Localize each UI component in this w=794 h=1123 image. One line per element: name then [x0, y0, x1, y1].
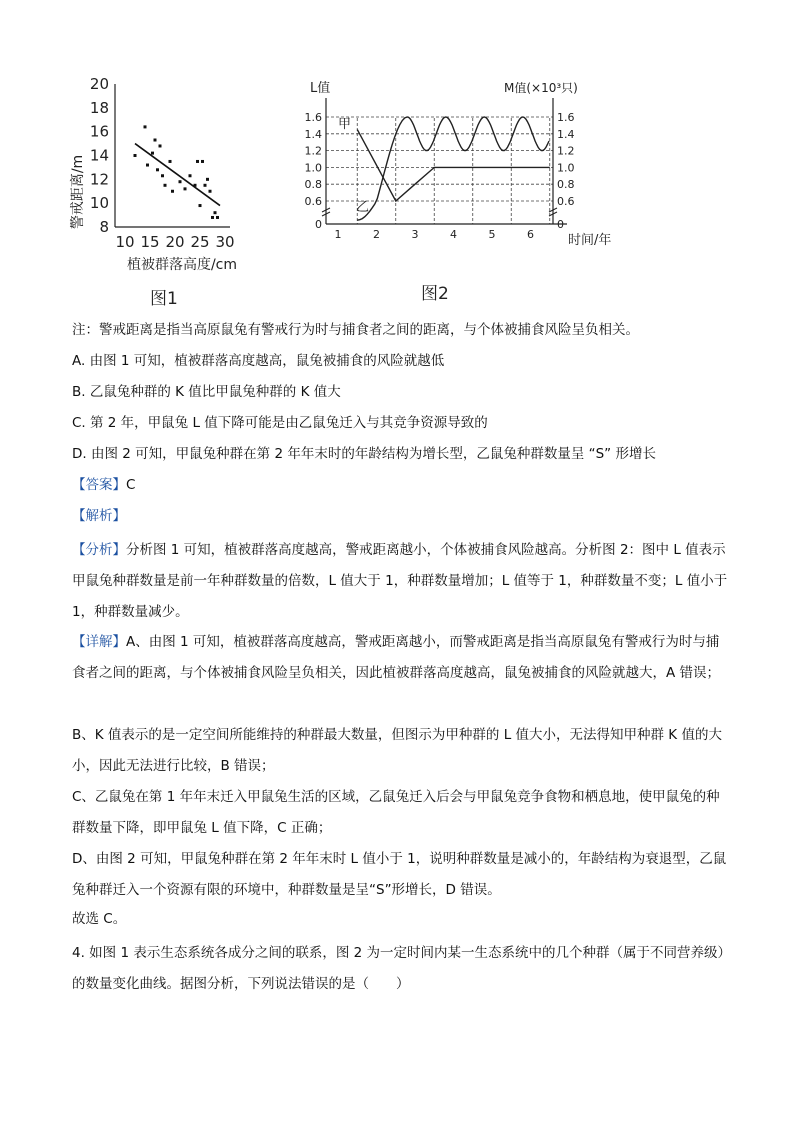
fig1-x-label: 植被群落高度/cm [126, 257, 238, 273]
fenxi-text: 分析图 1 可知，植被群落高度越高，警戒距离越小，个体被捕食风险越高。分析图 2：图中 L 值表示甲鼠兔种群数量是前一年种群数量的倍数，L 值大于 1，种群数量增加；L 值等于 1，种群数量不变；L 值小于 1，种群数量减少。 [72, 542, 728, 620]
fig1-points [134, 125, 220, 219]
fig2-x-tick-1: 2 [373, 228, 380, 241]
fig2-left-tick-3: 1.0 [304, 161, 322, 175]
fig2-x-tick-2: 3 [411, 228, 419, 241]
detail-a-paragraph [72, 627, 732, 689]
fig2-left-tick-5: 1.4 [304, 127, 322, 141]
fig2-right-tick-3: 1.0 [557, 161, 575, 175]
detail-b-paragraph: B、K 值表示的是一定空间所能维持的种群最大数量，但图示为甲种群的 L 值大小，无法得知甲种群 K 值的大小，因此无法进行比较，B 错误； [72, 727, 722, 774]
fig2-series-yi [357, 117, 549, 220]
fig1-point-1 [144, 125, 147, 128]
fig1-axes [115, 84, 230, 227]
fig2-x-label: 时间/年 [568, 233, 612, 248]
fenxi-paragraph [72, 535, 732, 628]
fig1-point-18 [204, 184, 207, 187]
fig2-right-tick-2: 0.8 [557, 178, 575, 192]
fig1-point-5 [156, 168, 159, 171]
fig2-right-tick-4: 1.2 [557, 144, 575, 158]
detail-tag: 【详解】 [72, 634, 126, 650]
fig2-right-y-label: M值(×10³只) [504, 81, 578, 95]
fig2-x-tick-4: 5 [488, 228, 496, 241]
fig1-point-19 [206, 178, 209, 181]
fig1-point-11 [179, 180, 182, 183]
option-a: A. 由图 1 可知，植被群落高度越高，鼠兔被捕食的风险就越低 [72, 353, 445, 369]
note-text: 注：警戒距离是指当高原鼠兔有警戒行为时与捕食者之间的距离，与个体被捕食风险呈负相关。 [72, 322, 639, 338]
option-b: B. 乙鼠兔种群的 K 值比甲鼠兔种群的 K 值大 [72, 384, 341, 400]
fig1-trend [135, 144, 220, 206]
fig2-x-tick-3: 4 [450, 228, 457, 241]
figure-2-line-chart [296, 76, 612, 256]
question-4: 4. 如图 1 表示生态系统各成分之间的联系，图 2 为一定时间内某一生态系统中的几个种群（属于不同营养级）的数量变化曲线。据图分析，下列说法错误的是（ ） [72, 945, 732, 992]
fig2-x-tick-5: 6 [527, 228, 534, 241]
fig1-point-20 [209, 190, 212, 193]
fig1-y-label: 警戒距离/m [70, 154, 86, 230]
fig1-x-tick-2: 20 [165, 233, 185, 251]
fig1-point-15 [196, 160, 199, 163]
fig2-right-tick-6: 1.6 [557, 111, 575, 124]
fig1-y-tick-3: 14 [89, 146, 109, 165]
fig2-series-yi-label: 乙 [356, 200, 370, 215]
figures [0, 0, 794, 310]
fig1-y-ticks [90, 75, 109, 236]
fig1-y-tick-4: 16 [89, 122, 109, 141]
fenxi-tag: 【分析】 [72, 542, 126, 558]
analysis-heading [72, 504, 126, 524]
answer-value: C [126, 477, 136, 493]
fig2-series-jia-label: 甲 [338, 117, 352, 132]
answer-line [72, 473, 135, 493]
fig2-title: 图2 [421, 284, 449, 304]
fig1-x-tick-1: 15 [140, 233, 160, 251]
fig1-y-tick-2: 12 [89, 170, 109, 189]
fig1-point-13 [189, 174, 192, 177]
detail-a-text: A、由图 1 可知，植被群落高度越高，警戒距离越小，而警戒距离是指当高原鼠兔有警戒行为时与捕食者之间的距离，与个体被捕食风险呈负相关，因此植被群落高度越高，鼠兔被捕食的风险就越大，A 错误； [72, 634, 721, 681]
fig2-left-y-label: L值 [310, 81, 331, 96]
fig1-y-tick-6: 20 [89, 75, 109, 93]
fig2-left-tick-4: 1.2 [304, 144, 322, 158]
fig1-trend-line [135, 144, 220, 206]
fig2-right-tick-1: 0.6 [557, 195, 575, 208]
fig1-point-21 [211, 216, 214, 219]
fig1-point-12 [184, 187, 187, 190]
fig1-x-tick-3: 25 [190, 233, 210, 251]
fig2-right-tick-0: 0 [557, 218, 564, 231]
analysis-tag: 【解析】 [72, 508, 126, 524]
fig2-x-tick-0: 1 [334, 228, 342, 241]
detail-c-paragraph: C、乙鼠兔在第 1 年年末迁入甲鼠兔生活的区域，乙鼠兔迁入后会与甲鼠兔竞争食物和栖息地，使甲鼠兔的种群数量下降，即甲鼠兔 L 值下降，C 正确； [72, 789, 720, 836]
fig2-left-tick-2: 0.8 [304, 178, 322, 192]
fig1-point-6 [159, 144, 162, 147]
fig1-x-tick-0: 10 [115, 233, 135, 251]
fig2-left-tick-1: 0.6 [304, 195, 322, 208]
fig1-point-23 [216, 216, 219, 219]
fig1-point-17 [201, 160, 204, 163]
fig2-left-tick-6: 1.6 [304, 111, 322, 124]
fig2-right-tick-5: 1.4 [557, 127, 575, 141]
fig1-x-tick-4: 30 [215, 233, 235, 251]
fig1-point-10 [171, 190, 174, 193]
fig2-left-tick-0: 0 [315, 218, 322, 231]
fig1-point-16 [199, 204, 202, 207]
fig1-y-tick-1: 10 [89, 194, 109, 213]
fig2-x-ticks [335, 228, 535, 241]
fig1-title: 图1 [150, 289, 178, 309]
answer-tag: 【答案】 [72, 477, 126, 493]
fig1-point-2 [146, 164, 149, 167]
fig1-point-0 [134, 154, 137, 157]
fig1-x-ticks [115, 233, 234, 251]
option-c: C. 第 2 年，甲鼠兔 L 值下降可能是由乙鼠兔迁入与其竞争资源导致的 [72, 415, 488, 431]
fig1-point-4 [154, 139, 157, 142]
detail-d-paragraph: D、由图 2 可知，甲鼠兔种群在第 2 年年末时 L 值小于 1，说明种群数量是减小的，年龄结构为衰退型，乙鼠兔种群迁入一个资源有限的环境中，种群数量是呈“S”形增长，D 错误。 [72, 851, 727, 898]
option-d: D. 由图 2 可知，甲鼠兔种群在第 2 年年末时的年龄结构为增长型，乙鼠兔种群数量呈 “S” 形增长 [72, 446, 656, 462]
fig1-point-9 [169, 160, 172, 163]
fig1-y-tick-5: 18 [89, 98, 109, 117]
conclusion: 故选 C。 [72, 911, 127, 927]
figure-1-scatter-chart [60, 72, 260, 277]
fig1-point-8 [164, 184, 167, 187]
fig1-y-tick-0: 8 [99, 218, 109, 236]
fig1-point-3 [151, 152, 154, 155]
fig1-point-22 [214, 211, 217, 214]
fig1-point-7 [161, 174, 164, 177]
